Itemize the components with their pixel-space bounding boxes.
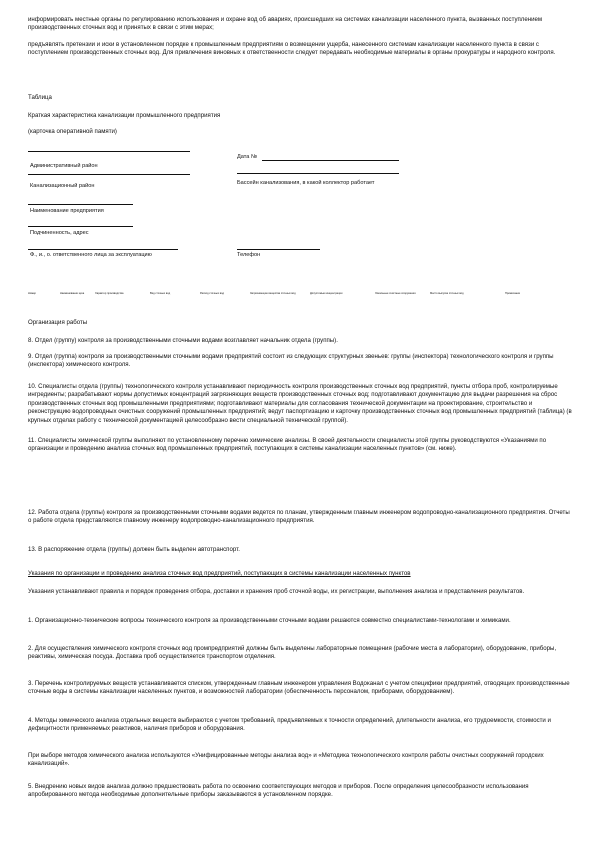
section-12: 12. Работа отдела (группы) контроля за производственными сточными водами ведется по планам, утвержденным главным инженером водопроводно-канализационного предприятия. Отчеты о работе отдела представляются главному инженеру водопроводно-канализационного предприятия.	[28, 509, 570, 525]
intro-paragraph-2: предъявлять претензии и иски в установленном порядке к промышленным предприятиям о возмещении ущерба, нанесенного системам канализации населенного пункта в связи с поступлением производственных сточных вод. Для привлечения виновных к ответственности следует передавать необходимые материалы в органы прокуратуры и народного контроля.	[28, 41, 556, 57]
section-9: 9. Отдел (группа) контроля за производственными сточными водами предприятий состоит из следующих структурных звеньев: группы (инспектора) технологического контроля и группы (инспектора) химического контроля.	[28, 353, 554, 369]
intro-paragraph-1: информировать местные органы по регулированию использования и охране вод об авариях, происшедших на системах канализации населенного пункта, вызванных поступлением производственных сточных вод и принятых в связи с этим мерах;	[28, 16, 543, 32]
subordination-label: Подчиненность, адрес	[30, 230, 89, 236]
table-header-cell: Расход сточных вод	[200, 292, 225, 295]
form-line	[237, 173, 399, 174]
form-line	[28, 151, 190, 152]
responsible-label: Ф., и., о. ответственного лица за эксплуатацию	[30, 252, 152, 258]
section-10: 10. Специалисты отдела (группы) технологического контроля устанавливают периодичность контроля производственных сточных вод предприятий, пункты отбора проб, контролируемые ингредиенты; разрабатывают нормы допустимых концентраций загрязняющих веществ производственных сточных вод; подготавливают документацию для выдачи разрешения на сброс производственных сточных вод промышленными предприятиями; подготавливают материалы для согласования технической документации на проектирование, строительство и реконструкцию водопроводных очистных сооружений промышленных предприятий; ведут паспортизацию и карточку производственных сточных вод промышленных предприятий (таблица) (в крупных отделах работу с технической документацией целесообразно вести специальной технической группой).	[28, 383, 572, 424]
table-header-cell: Место выпуска сточных вод	[430, 292, 464, 295]
section-11: 11. Специалисты химической группы выполняют по установленному перечню химические анализы. В своей деятельности специалисты этой группы руководствуются «Указаниями по организации и проведению анализа сточных вод промышленных предприятий, поступающих в системы канализации населенных пунктов» (см. ниже).	[28, 437, 547, 453]
table-header-cell: Локальные очистные сооружения	[375, 292, 416, 295]
table-header-cell: Наименование цеха	[60, 292, 85, 295]
table-header-cell: Загрязняющие вещества сточных вод	[250, 292, 296, 295]
form-line	[28, 226, 133, 227]
date-label: Дата №	[237, 154, 257, 160]
form-line	[237, 249, 320, 250]
pool-label: Бассейн канализования, в какой коллектор работает	[237, 180, 375, 186]
form-line	[28, 204, 133, 205]
guidance-3: 3. Перечень контролируемых веществ устанавливается списком, утвержденным главным инженером управления Водоканал с учетом специфики предприятий, отводящих производственные сточные воды в системы канализации населенных пунктов, и возможностей лаборатории (обеспеченность персоналом, приборами, оборудованием).	[28, 680, 570, 696]
guidance-5: 5. Внедрению новых видов анализа должно предшествовать работа по освоению соответствующих методов и приборов. После определения целесообразности использования апробированного метода необходимые дополнительные приборы заказываются в установленном порядке.	[28, 783, 529, 799]
guidance-intro: Указания устанавливают правила и порядок проведения отбора, доставки и хранения проб сточной воды, их регистрации, выполнения анализа и представления результатов.	[28, 588, 525, 595]
table-header-cell: Номер	[28, 292, 36, 295]
section-8: 8. Отдел (группу) контроля за производственными сточными водами возглавляет начальник отдела (группы).	[28, 337, 338, 344]
table-header-cell: Примечание	[505, 292, 521, 295]
org-section-title: Организация работы	[28, 319, 88, 326]
date-line	[262, 160, 399, 161]
section-13: 13. В распоряжение отдела (группы) должен быть выделен автотранспорт.	[28, 546, 240, 553]
guidance-4-methods: При выборе методов химического анализа используются «Унифицированные методы анализа вод» и «Методика технологического контроля работы очистных сооружений городских канализаций».	[28, 752, 544, 768]
form-line	[28, 174, 190, 175]
table-header-cell: Вид сточных вод	[150, 292, 171, 295]
table-label: Таблица	[28, 94, 52, 101]
card-title: Краткая характеристика канализации промышленного предприятия	[28, 112, 221, 119]
guidance-1: 1. Организационно-технические вопросы технического контроля за производственными сточными водами решаются совместно специалистами-технологами и химиками.	[28, 617, 511, 624]
guidance-4: 4. Методы химического анализа отдельных веществ выбираются с учетом требований, предъявляемых к точности определений, длительности анализа, его трудоемкости, стоимости и дефицитности применяемых реактивов, наличия приборов и оборудования.	[28, 717, 551, 733]
form-line	[28, 249, 178, 250]
guidance-2: 2. Для осуществления химического контроля сточных вод промпредприятий должны быть выделены лабораторные помещения (рабочие места в лаборатории), оборудование, приборы, реактивы, химическая посуда. Доставка проб осуществляется транспортом отделения.	[28, 645, 557, 661]
phone-label: Телефон	[237, 252, 261, 258]
guidance-title: Указания по организации и проведению анализа сточных вод предприятий, поступающих в системы канализации населенных пунктов	[28, 570, 411, 577]
sewer-district-label: Канализационный район	[30, 183, 95, 189]
admin-district-label: Административный район	[30, 163, 98, 169]
table-header-cell: Допустимые концентрации	[310, 292, 343, 295]
enterprise-name-label: Наименование предприятия	[30, 208, 104, 214]
card-subtitle: (карточка оперативной памяти)	[28, 128, 117, 135]
table-header-cell: Характер производства	[95, 292, 124, 295]
